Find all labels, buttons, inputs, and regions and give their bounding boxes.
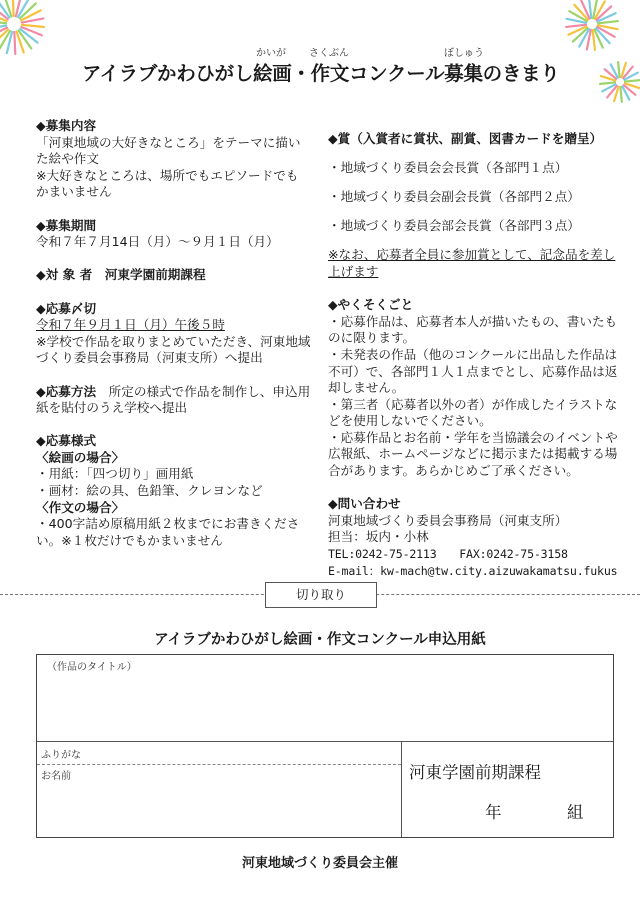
- page-title: アイラブかわひがし絵画・作文コンクール募集のきまり: [82, 62, 560, 85]
- section-line: ・未発表の作品（他のコンクールに出品した作品は不可）で、各部門１人１点までとし、応募作品は返却しません。: [328, 346, 618, 396]
- contact-office: 河東地域づくり委員会事務局（河東支所）: [328, 512, 568, 528]
- contact-tel: TEL:0242-75-2113: [328, 547, 437, 562]
- firework-burst-top-left-icon: [0, 0, 64, 70]
- class-label: 組: [567, 803, 584, 822]
- school-name: 河東学園前期課程: [409, 763, 541, 782]
- burst-ray: [593, 30, 595, 50]
- section-application-method: [36, 384, 311, 417]
- email-label: E-mail：: [328, 563, 381, 578]
- deadline-date: 令和７年９月１日（月）午後５時: [36, 317, 225, 333]
- section-recruitment-period: [36, 218, 311, 251]
- burst-ray: [14, 32, 15, 54]
- name-field[interactable]: [37, 765, 401, 837]
- section-heading: ◆募集内容: [36, 118, 97, 133]
- burst-ray: [618, 62, 619, 77]
- burst-ray: [625, 80, 640, 81]
- furigana-boshuu: ぼしゅう: [444, 48, 484, 59]
- furigana-kaiga: かいが: [256, 48, 286, 59]
- burst-ray: [589, 0, 591, 18]
- participation-note: [328, 247, 618, 280]
- section-heading: ◆賞（入賞者に賞状、副賞、図書カードを贈呈）: [328, 130, 603, 146]
- section-line: 所定の様式で作品を制作し、申込用紙を貼付のうえ学校へ提出: [36, 383, 311, 416]
- burst-ray: [600, 82, 615, 83]
- form-title: アイラブかわひがし絵画・作文コンクール申込用紙: [154, 632, 486, 648]
- section-line: ・画材：絵の具、色鉛筆、クレヨンなど: [36, 483, 263, 499]
- sub-heading-essay: 〈作文の場合〉: [36, 499, 125, 515]
- burst-ray: [598, 21, 618, 23]
- grade-label: 年: [485, 803, 502, 822]
- section-heading: ◆応募〆切: [36, 300, 97, 316]
- section-application-format: [36, 433, 311, 549]
- sub-heading-painting: 〈絵画の場合〉: [36, 449, 125, 465]
- name-label: お名前: [41, 771, 71, 782]
- section-line: ・地域づくり委員会会長賞（各部門１点）: [328, 159, 568, 175]
- note-text: ※なお、応募者全員に参加賞として、記念品を差し上げます: [328, 247, 616, 279]
- contact-fax: FAX:0242-75-3158: [459, 547, 568, 562]
- firework-burst-right-icon: [592, 52, 640, 108]
- work-title-label: （作品のタイトル）: [47, 662, 137, 673]
- burst-ray: [566, 25, 586, 27]
- section-heading: ◆やくそくごと: [328, 297, 414, 313]
- section-line: ・地域づくり委員会副会長賞（各部門２点）: [328, 188, 580, 204]
- burst-ray: [22, 25, 44, 27]
- section-line: ・応募作品は、応募者本人が描いたもの、書いたものに限ります。: [328, 313, 618, 346]
- section-line: 令和７年７月14日（月）～９月１日（月）: [36, 234, 279, 250]
- section-contact: [328, 496, 618, 596]
- section-line: ・用紙：「四つ切り」画用紙: [36, 466, 194, 482]
- furigana-field[interactable]: [37, 742, 401, 765]
- section-promises: [328, 297, 618, 480]
- furigana-label: ふりがな: [41, 750, 81, 761]
- section-heading: ◆募集期間: [36, 217, 97, 233]
- contact-phone-fax: [328, 546, 618, 563]
- burst-ray: [13, 0, 14, 16]
- section-heading: ◆対 象 者 河東学園前期課程: [36, 267, 206, 283]
- section-line: ・地域づくり委員会部会長賞（各部門３点）: [328, 218, 580, 234]
- section-eligibility: [36, 267, 311, 284]
- section-line: ・第三者（応募者以外の者）が作成したイラストなどを使用しないでください。: [328, 396, 618, 429]
- email-address: kw-mach@tw.city.aizuwakamatsu.fukus: [380, 563, 618, 578]
- section-line: ※学校で作品を取りまとめていただき、河東地域づくり委員会事務局（河東支所）へ提出: [36, 333, 311, 366]
- section-line: ※大好きなところは、場所でもエピソードでもかまいません: [36, 167, 299, 200]
- burst-ray: [620, 87, 621, 102]
- work-title-field[interactable]: [37, 655, 613, 742]
- section-heading: ◆問い合わせ: [328, 496, 401, 512]
- section-line: 「河東地域の大好きなところ」をテーマに描いた絵や作文: [36, 134, 301, 167]
- section-heading: ◆応募方法: [36, 383, 97, 399]
- furigana-sakubun: さくぶん: [309, 48, 349, 59]
- right-column: [328, 118, 618, 612]
- application-form: [36, 654, 614, 838]
- section-recruitment-content: [36, 118, 311, 201]
- section-prizes: [328, 131, 618, 235]
- left-column: [36, 118, 311, 566]
- contact-staff: 担当：坂内・小林: [328, 529, 429, 545]
- section-deadline: [36, 301, 311, 367]
- section-line: ・400字詰め原稿用紙２枚までにお書きください。※１枚だけでもかまいません: [36, 516, 300, 548]
- section-line: ・応募作品とお名前・学年を当協議会のイベントや広報紙、ホームページなどに掲示または掲載する場合があります。あらかじめご了承ください。: [328, 429, 618, 479]
- cut-label: 切り取り: [265, 582, 377, 608]
- form-divider: [401, 742, 402, 837]
- sponsor-text: 河東地域づくり委員会主催: [241, 856, 398, 871]
- section-heading: ◆応募様式: [36, 433, 97, 449]
